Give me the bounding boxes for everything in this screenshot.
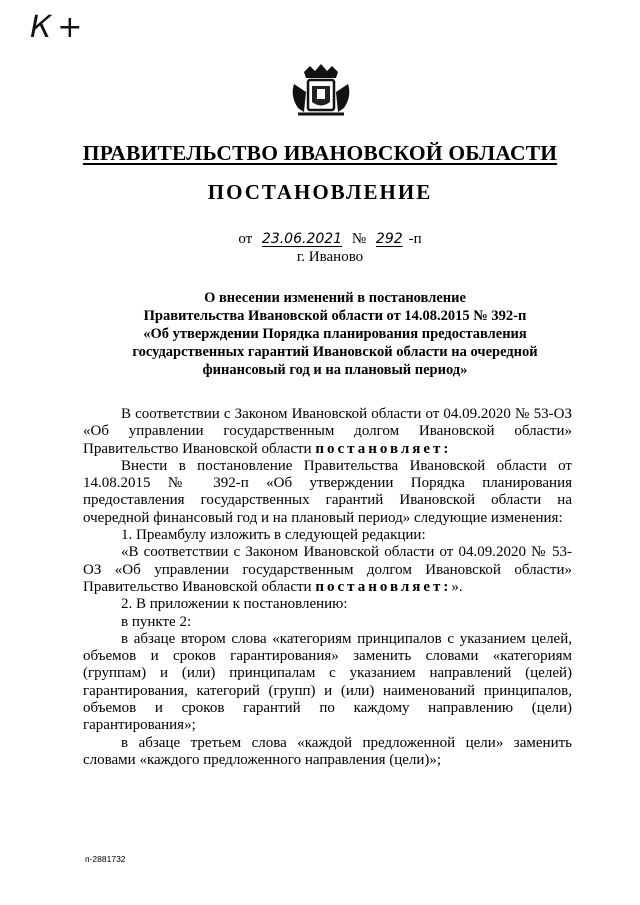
- coat-of-arms-emblem: [290, 62, 352, 118]
- paragraph: 2. В приложении к постановлению:: [121, 596, 348, 613]
- footer-document-code: п-2881732: [85, 854, 126, 864]
- document-subject: [100, 289, 570, 379]
- subject-line: Правительства Ивановской области от 14.08.2015 № 392-п: [143, 308, 527, 324]
- paragraph: в абзаце втором слова «категориям принципалов с указанием целей, объемов и сроков гарантирования» заменить словами «категориям (группам) и (или) принципалам с указанием направлений (целей) гарантирования, категорий (групп) и (или) наименований принципалов, объемов и сроков гарантий по каждому направлению (цели) гарантирования»;: [83, 630, 572, 734]
- handwritten-corner-note: К+: [30, 10, 89, 45]
- paragraph: в абзаце третьем слова «каждой предложенной цели» заменить словами «каждого предложенного направления (цели)»;: [83, 734, 572, 768]
- government-title: ПРАВИТЕЛЬСТВО ИВАНОВСКОЙ ОБЛАСТИ: [82, 141, 558, 165]
- paragraph: 1. Преамбулу изложить в следующей редакции:: [121, 527, 426, 544]
- paragraph: в пункте 2:: [121, 613, 192, 630]
- paragraph: Внести в постановление Правительства Ивановской области от 14.08.2015 № 392-п «Об утверждении Порядка планирования предоставления государственных гарантий Ивановской области на очередной финансовый год и на плановый период» следующие изменения:: [83, 457, 572, 526]
- subject-line: «Об утверждении Порядка планирования предоставления: [143, 326, 527, 342]
- date-prefix: от: [238, 231, 253, 247]
- subject-line: государственных гарантий Ивановской области на очередной: [132, 344, 538, 360]
- decree-keyword: постановляет:: [315, 578, 452, 595]
- subject-line: финансовый год и на плановый период»: [202, 362, 468, 378]
- document-body: [83, 406, 572, 769]
- document-type-title: ПОСТАНОВЛЕНИЕ: [207, 180, 433, 204]
- subject-line: О внесении изменений в постановление: [204, 290, 466, 306]
- number-suffix: -п: [408, 231, 422, 247]
- document-date: 23.06.2021: [261, 231, 343, 247]
- city-line: г. Иваново: [296, 249, 364, 265]
- decree-keyword: постановляет:: [315, 440, 452, 457]
- date-number-line: [180, 231, 480, 248]
- paragraph: «В соответствии с Законом Ивановской области от 04.09.2020 № 53-ОЗ «Об управлении государственным долгом Ивановской области» Правительство Ивановской области постановляет:».: [83, 544, 572, 595]
- paragraph: В соответствии с Законом Ивановской области от 04.09.2020 № 53-ОЗ «Об управлении государственным долгом Ивановской области» Правительство Ивановской области постановляет:: [83, 406, 572, 457]
- number-sign: №: [351, 231, 367, 247]
- document-number: 292: [375, 231, 403, 247]
